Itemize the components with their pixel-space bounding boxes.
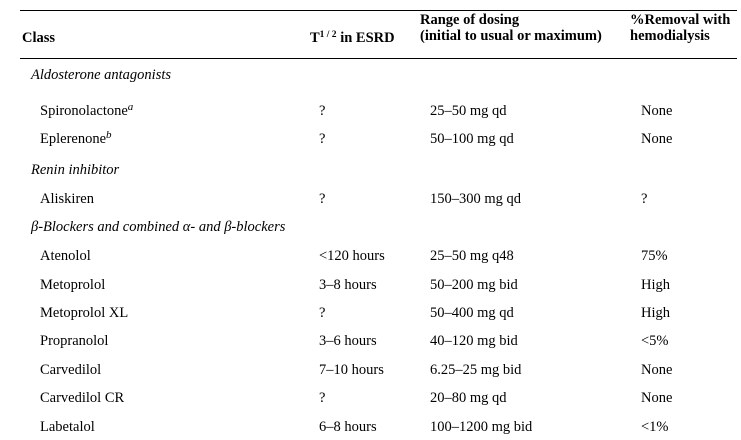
table-row bbox=[20, 304, 737, 324]
table-row bbox=[20, 190, 737, 210]
half-life-cell: ? bbox=[319, 305, 326, 321]
group-label: Renin inhibitor bbox=[31, 162, 120, 178]
header-class: Class bbox=[22, 30, 56, 46]
drug-name-text: Labetalol bbox=[40, 419, 95, 435]
drug-name-text: Aliskiren bbox=[40, 191, 94, 207]
header-removal bbox=[630, 12, 730, 44]
half-life-cell: ? bbox=[319, 103, 326, 119]
group-heading bbox=[20, 161, 737, 181]
removal-cell: ? bbox=[641, 191, 648, 207]
removal-cell: None bbox=[641, 131, 673, 147]
drug-name-text: Propranolol bbox=[40, 333, 109, 349]
drug-name bbox=[40, 418, 95, 436]
half-life-cell: 7–10 hours bbox=[319, 362, 384, 378]
drug-name bbox=[40, 247, 91, 265]
half-life-cell: ? bbox=[319, 131, 326, 147]
removal-cell: High bbox=[641, 277, 670, 293]
footnote-mark: a bbox=[127, 101, 134, 113]
drug-name-text: Spironolactone bbox=[40, 103, 128, 119]
header-removal-line2: hemodialysis bbox=[630, 28, 710, 44]
table-row bbox=[20, 276, 737, 296]
drug-name bbox=[40, 304, 128, 322]
drug-name-text: Metoprolol XL bbox=[40, 305, 129, 321]
dosing-range-cell: 50–400 mg qd bbox=[430, 305, 514, 321]
table-row bbox=[20, 418, 737, 438]
table-row bbox=[20, 389, 737, 409]
drug-name bbox=[40, 130, 112, 148]
removal-cell: None bbox=[641, 362, 673, 378]
drug-name-text: Carvedilol CR bbox=[40, 390, 125, 406]
drug-name bbox=[40, 361, 101, 379]
table-row bbox=[20, 130, 737, 150]
dosing-range-cell: 6.25–25 mg bid bbox=[430, 362, 522, 378]
header-range-line1: Range of dosing bbox=[420, 12, 520, 28]
half-life-cell: ? bbox=[319, 390, 326, 406]
removal-cell: <1% bbox=[641, 419, 669, 435]
half-life-cell: 3–6 hours bbox=[319, 333, 377, 349]
removal-cell: None bbox=[641, 103, 673, 119]
drug-name bbox=[40, 389, 124, 407]
drug-name-text: Metoprolol bbox=[40, 277, 106, 293]
group-heading bbox=[20, 218, 737, 238]
header-half-life-prefix: T bbox=[310, 30, 320, 46]
header-half-life bbox=[310, 30, 395, 46]
header-range-of-dosing bbox=[420, 12, 602, 44]
drug-name bbox=[40, 276, 105, 294]
header-removal-line1: %Removal with bbox=[630, 12, 731, 28]
dosing-range-cell: 100–1200 mg bid bbox=[430, 419, 533, 435]
dosing-range-cell: 50–100 mg qd bbox=[430, 131, 514, 147]
dosing-range-cell: 150–300 mg qd bbox=[430, 191, 522, 207]
drug-name-text: Carvedilol bbox=[40, 362, 102, 378]
dosing-range-cell: 40–120 mg bid bbox=[430, 333, 518, 349]
drug-name bbox=[40, 102, 133, 120]
header-half-life-suffix: in ESRD bbox=[336, 30, 395, 46]
table-row bbox=[20, 361, 737, 381]
removal-cell: High bbox=[641, 305, 670, 321]
table-header-rule bbox=[20, 58, 737, 59]
removal-cell: None bbox=[641, 390, 673, 406]
table-row bbox=[20, 332, 737, 352]
dosing-range-cell: 50–200 mg bid bbox=[430, 277, 518, 293]
table-top-rule bbox=[20, 10, 737, 11]
drug-name bbox=[40, 332, 108, 350]
drug-name bbox=[40, 190, 94, 208]
footnote-mark: b bbox=[106, 129, 112, 141]
table-row bbox=[20, 247, 737, 267]
group-heading bbox=[20, 66, 737, 86]
drug-name-text: Atenolol bbox=[40, 248, 91, 264]
removal-cell: <5% bbox=[641, 333, 669, 349]
header-half-life-sup: 1 / 2 bbox=[319, 30, 337, 40]
half-life-cell: <120 hours bbox=[319, 248, 385, 264]
table-row bbox=[20, 102, 737, 122]
header-range-line2: (initial to usual or maximum) bbox=[420, 28, 602, 44]
half-life-cell: 3–8 hours bbox=[319, 277, 377, 293]
dosing-range-cell: 20–80 mg qd bbox=[430, 390, 507, 406]
half-life-cell: ? bbox=[319, 191, 326, 207]
group-label: β-Blockers and combined α- and β-blockers bbox=[31, 219, 286, 235]
dosing-range-cell: 25–50 mg q48 bbox=[430, 248, 514, 264]
half-life-cell: 6–8 hours bbox=[319, 419, 377, 435]
dosing-range-cell: 25–50 mg qd bbox=[430, 103, 507, 119]
drug-name-text: Eplerenone bbox=[40, 131, 107, 147]
removal-cell: 75% bbox=[641, 248, 668, 264]
group-label: Aldosterone antagonists bbox=[31, 67, 172, 83]
